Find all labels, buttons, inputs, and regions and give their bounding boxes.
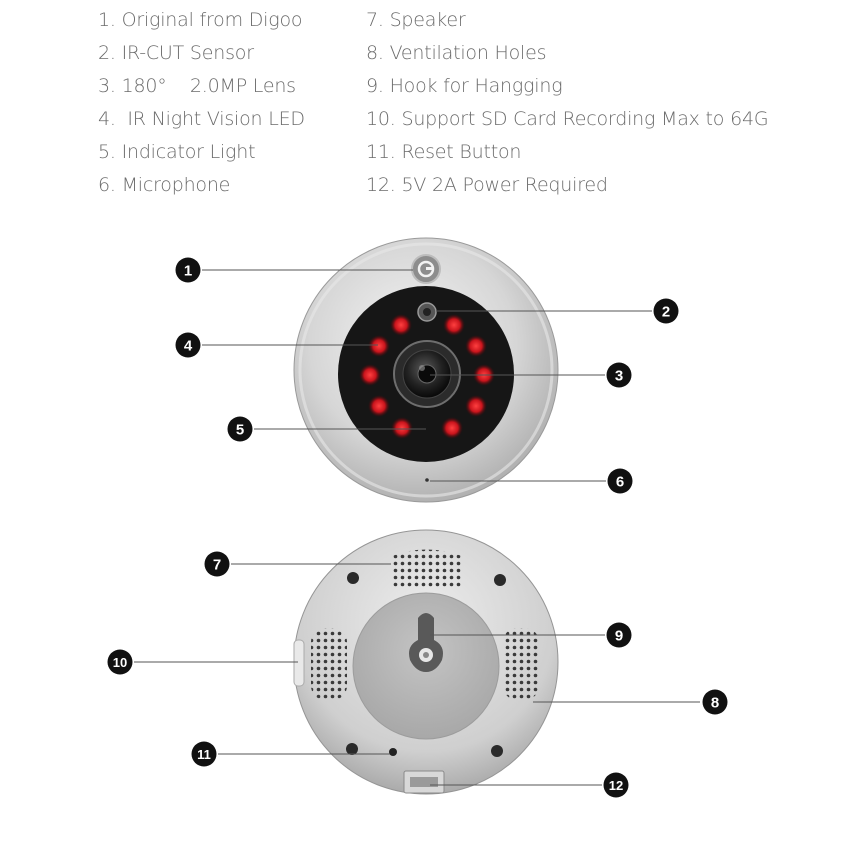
digoo-logo-icon (412, 255, 440, 283)
legend-item-5: 5. Indicator Light (98, 141, 256, 163)
ir-led (391, 417, 413, 439)
ir-led (390, 314, 412, 336)
legend-item-11: 11. Reset Button (366, 141, 522, 163)
callout-3 (607, 363, 632, 388)
ir-led (359, 364, 381, 386)
screw-icon (491, 745, 503, 757)
legend-item-4: 4. IR Night Vision LED (98, 108, 305, 130)
svg-text:8: 8 (710, 694, 720, 712)
svg-text:2: 2 (661, 303, 671, 321)
svg-text:9: 9 (614, 627, 624, 645)
camera-lens-icon (394, 341, 460, 407)
legend-item-3: 3. 180° 2.0MP Lens (98, 75, 296, 97)
callout-12 (604, 773, 629, 798)
legend-item-2: 2. IR-CUT Sensor (98, 42, 254, 64)
screw-icon (346, 743, 358, 755)
legend-item-12: 12. 5V 2A Power Required (366, 174, 608, 196)
ir-led (368, 335, 390, 357)
svg-text:5: 5 (235, 421, 245, 439)
svg-text:12: 12 (608, 778, 624, 793)
callout-10 (108, 650, 133, 675)
svg-text:6: 6 (615, 473, 625, 491)
callout-9 (607, 623, 632, 648)
ir-led (465, 395, 487, 417)
legend-item-8: 8. Ventilation Holes (366, 42, 547, 64)
callout-7 (205, 552, 230, 577)
camera-front-view (294, 238, 558, 502)
speaker-grille-icon (392, 550, 462, 590)
microphone-hole-icon (425, 478, 429, 482)
legend-item-6: 6. Microphone (98, 174, 231, 196)
legend-item-1: 1. Original from Digoo (98, 9, 303, 31)
ir-led (443, 314, 465, 336)
ir-led (465, 335, 487, 357)
ventilation-holes-right-icon (503, 628, 539, 700)
svg-text:11: 11 (197, 747, 211, 762)
svg-text:4: 4 (183, 337, 193, 355)
legend-item-10: 10. Support SD Card Recording Max to 64G (366, 108, 769, 130)
callout-4 (176, 333, 201, 358)
legend-item-7: 7. Speaker (366, 9, 466, 31)
callout-2 (654, 299, 679, 324)
callout-6 (608, 469, 633, 494)
sd-card-slot-icon (294, 640, 304, 686)
callout-1 (176, 258, 201, 283)
ir-led (368, 395, 390, 417)
ir-led (441, 417, 463, 439)
legend-item-9: 9. Hook for Hangging (366, 75, 563, 97)
svg-text:1: 1 (183, 262, 193, 280)
screw-icon (347, 572, 359, 584)
callout-5 (228, 417, 253, 442)
callout-11 (192, 742, 217, 767)
ir-cut-sensor-icon (418, 303, 436, 321)
svg-text:3: 3 (614, 367, 624, 385)
ventilation-holes-left-icon (311, 628, 347, 700)
svg-text:10: 10 (112, 655, 128, 670)
screw-icon (494, 574, 506, 586)
callout-8 (703, 690, 728, 715)
reset-button-icon (389, 748, 397, 756)
svg-text:7: 7 (212, 556, 222, 574)
